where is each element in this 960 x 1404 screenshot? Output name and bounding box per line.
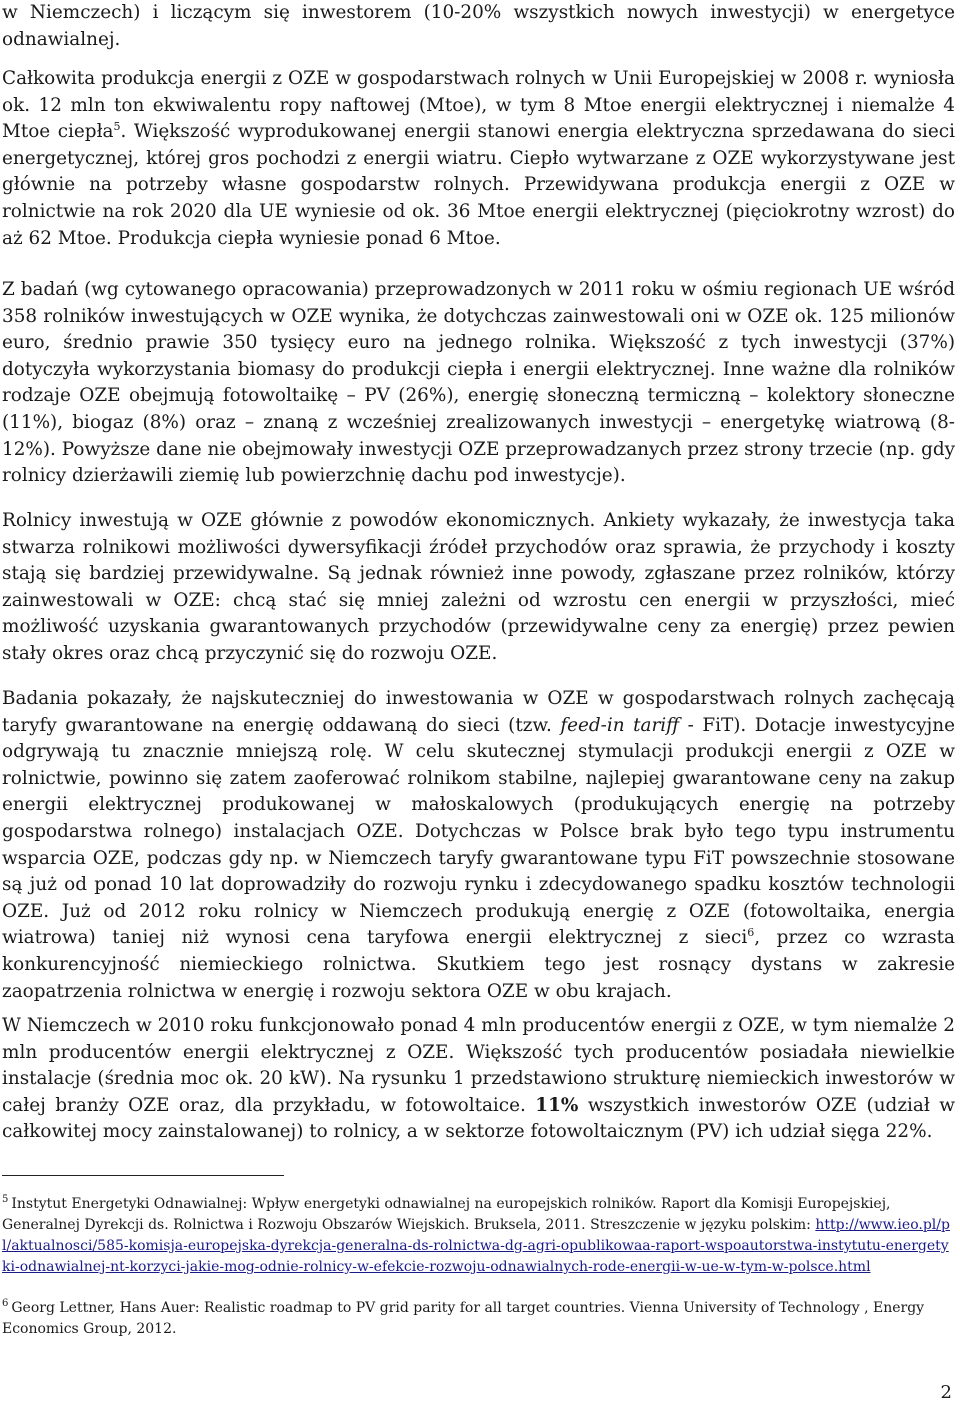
footnote-ref-5[interactable]: 5 xyxy=(113,120,121,134)
paragraph-text: w Niemczech) i liczącym się inwestorem (10-20% wszystkich nowych inwestycji) w energetyce odnawialnej. xyxy=(2,2,955,50)
paragraph-text: , przez co wzrasta konkurencyjność niemieckiego rolnictwa. Skutkiem tego jest rosnący dystans w zakresie zaopatrzenia rolnictwa w energię i rozwoju sektora OZE w obu krajach. xyxy=(2,927,955,1002)
footnote-text: Georg Lettner, Hans Auer: Realistic roadmap to PV grid parity for all target countries. Vienna University of Technology , Energy Economics Group, 2012. xyxy=(2,1300,925,1337)
paragraph-text: W Niemczech w 2010 roku funkcjonowało ponad 4 mln producentów energii z OZE, w tym niemalże 2 mln producentów energii elektrycznej z OZE. Większość tych producentów posiadała niewielkie instalacje (średnia moc ok. 20 kW). Na rysunku 1 przedstawiono strukturę niemieckich inwestorów w całej branży OZE oraz, dla przykładu, w fotowoltaice. xyxy=(2,1015,955,1116)
footnote-number: 6 xyxy=(2,1298,9,1310)
paragraph-text: - FiT). Dotacje inwestycyjne odgrywają tu znacznie mniejszą rolę. W celu skutecznej stymulacji produkcji energii z OZE w rolnictwie, powinno się zatem zaoferować rolnikom stabilne, najlepiej gwarantowane ceny na zakup energii elektrycznej produkowanej w małoskalowych (produkujących energię na potrzeby gospodarstwa rolnego) instalacjach OZE. Dotychczas w Polsce brak było tego typu instrumentu wsparcia OZE, podczas gdy np. w Niemczech taryfy gwarantowane typu FiT powszechnie stosowane są już od ponad 10 lat doprowadziły do rozwoju rynku i zdecydowanego spadku kosztów technologii OZE. Już od 2012 roku rolnicy w Niemczech produkują energię z OZE (fotowoltaika, energia wiatrowa) taniej niż wynosi cena taryfowa energii elektrycznej z sieci xyxy=(2,714,955,949)
footnote-ref-6[interactable]: 6 xyxy=(747,926,755,940)
paragraph-3 xyxy=(2,277,955,490)
paragraph-4 xyxy=(2,508,955,668)
footnote-number: 5 xyxy=(2,1194,9,1206)
paragraph-5 xyxy=(2,686,955,1005)
paragraph-text: . Większość wyprodukowanej energii stanowi energia elektryczna sprzedawana do sieci energetycznej, której gros pochodzi z energii wiatru. Ciepło wytwarzane z OZE wykorzystywane jest głównie na potrzeby własne gospodarstw rolnych. Przewidywana produkcja energii z OZE w rolnictwie na rok 2020 dla UE wyniesie od ok. 36 Mtoe energii elektrycznej (pięciokrotny wzrost) do aż 62 Mtoe. Produkcja ciepła wyniesie ponad 6 Mtoe. xyxy=(2,121,955,249)
paragraph-text: wszystkich inwestorów OZE (udział w całkowitej mocy zainstalowanej) to rolnicy, a w sektorze fotowoltaicznym (PV) ich udział sięga 22%. xyxy=(2,1094,956,1143)
footnote-separator xyxy=(2,1175,284,1176)
paragraph-1 xyxy=(2,0,955,53)
footnote-link[interactable]: http://www.ieo.pl/pl/aktualnosci/585-komisja-europejska-dyrekcja-generalna-ds-rolnictwa-dg-agri-opublikowaa-raport-wspoautorstwa-instytutu-energetyki-odnawialnej-nt-korzyci-jakie-mog-odnie-rolnicy-w-efekcie-rozwoju-odnawialnych-rode-energii-w-ue-w-tym-w-polsce.html xyxy=(2,1217,950,1275)
highlight-percent: 11% xyxy=(535,1094,579,1116)
paragraph-text: Z badań (wg cytowanego opracowania) przeprowadzonych w 2011 roku w ośmiu regionach UE wśród 358 rolników inwestujących w OZE wynika, że dotychczas zainwestowali oni w OZE ok. 125 milionów euro, średnio prawie 350 tysięcy euro na jednego rolnika. Większość z tych inwestycji (37%) dotyczyła wykorzystania biomasy do produkcji ciepła i energii elektrycznej. Inne ważne dla rolników rodzaje OZE obejmują fotowoltaikę – PV (26%), energię słoneczną termiczną – kolektory słoneczne (11%), biogaz (8%) oraz – znaną z wcześniej zrealizowanych inwestycji – energetykę wiatrową (8-12%). Powyższe dane nie obejmowały inwestycji OZE przeprowadzanych przez strony trzecie (np. gdy rolnicy dzierżawili ziemię lub powierzchnię dachu pod inwestycje). xyxy=(2,279,955,487)
term-feed-in-tariff: feed-in tariff xyxy=(560,714,680,736)
page-number: 2 xyxy=(940,1382,952,1403)
paragraph-text: Badania pokazały, że najskuteczniej do inwestowania w OZE w gospodarstwach rolnych zachęcają taryfy gwarantowane na energię oddawaną do sieci (tzw. xyxy=(2,688,955,736)
paragraph-text: Rolnicy inwestują w OZE głównie z powodów ekonomicznych. Ankiety wykazały, że inwestycja taka stwarza rolnikowi możliwości dywersyfikacji źródeł przychodów oraz sprawia, że przychody i koszty stają się bardziej przewidywalne. Są jednak również inne powody, zgłaszane przez rolników, którzy zainwestowali w OZE: chcą stać się mniej zależni od wzrostu cen energii w przyszłości, mieć możliwość uzyskania gwarantowanych przychodów (przewidywalne ceny za energię) przez pewien stały okres oraz chcą przyczynić się do rozwoju OZE. xyxy=(2,510,955,664)
paragraph-2 xyxy=(2,66,955,252)
paragraph-text: Całkowita produkcja energii z OZE w gospodarstwach rolnych w Unii Europejskiej w 2008 r. wyniosła ok. 12 mln ton ekwiwalentu ropy naftowej (Mtoe), w tym 8 Mtoe energii elektrycznej i niemalże 4 Mtoe ciepła xyxy=(2,68,955,143)
footnote-5 xyxy=(2,1194,952,1278)
paragraph-6 xyxy=(2,1013,955,1146)
footnote-text: Instytut Energetyki Odnawialnej: Wpływ energetyki odnawialnej na europejskich rolników. Raport dla Komisji Europejskiej, Generalnej Dyrekcji ds. Rolnictwa i Rozwoju Obszarów Wiejskich. Bruksela, 2011. Streszczenie w języku polskim: xyxy=(2,1196,891,1233)
footnote-6 xyxy=(2,1298,952,1340)
